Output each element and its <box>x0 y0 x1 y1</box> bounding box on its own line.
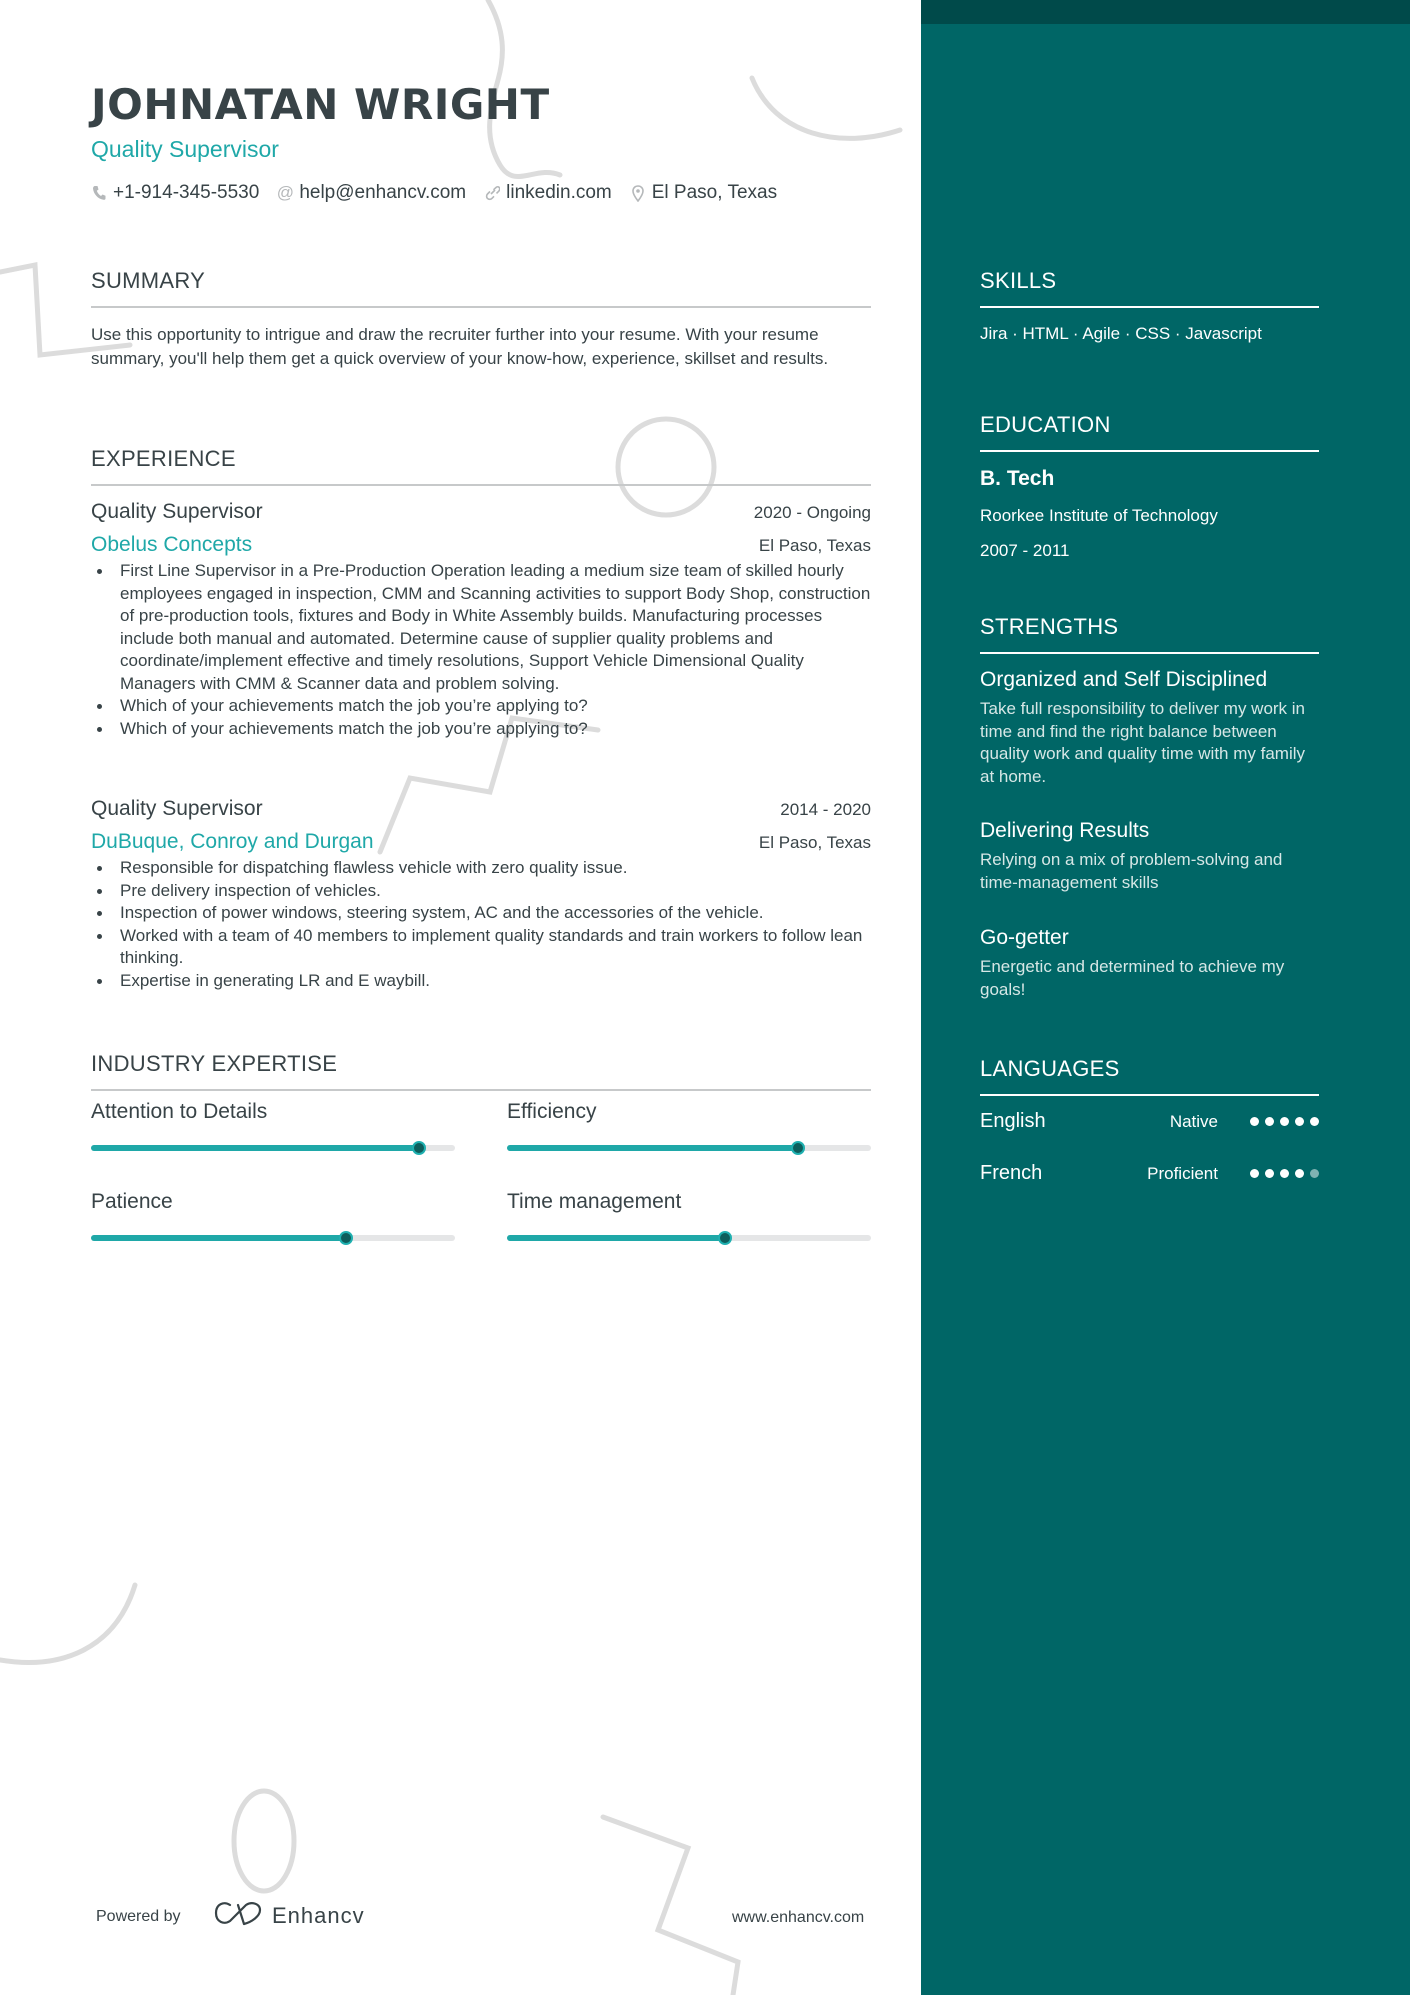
contact-linkedin-text: linkedin.com <box>506 182 612 203</box>
location-pin-icon <box>630 185 646 202</box>
rating-dot-filled <box>1295 1169 1304 1178</box>
summary-heading: SUMMARY <box>91 268 206 293</box>
job-role: Quality Supervisor <box>91 500 263 523</box>
footer-url-link[interactable]: www.enhancv.com <box>732 1909 865 1926</box>
slider-fill <box>91 1145 419 1151</box>
strength-title: Go-getter <box>980 926 1069 949</box>
expertise-level-bar <box>91 1231 455 1245</box>
slider-knob <box>791 1141 805 1155</box>
powered-by-label: Powered by <box>96 1908 181 1925</box>
contact-email-text: help@enhancv.com <box>299 182 467 203</box>
contact-linkedin[interactable] <box>484 182 612 204</box>
job-bullets <box>91 857 871 992</box>
job-bullet: Worked with a team of 40 members to implement quality standards and train workers to follow lean thinking. <box>91 925 871 970</box>
job-bullet: Which of your achievements match the job you’re applying to? <box>91 718 871 741</box>
enhancv-brand-text: Enhancv <box>272 1902 365 1928</box>
expertise-item <box>91 1100 455 1190</box>
strength-item <box>980 926 1320 1001</box>
skills-divider <box>980 306 1319 308</box>
rating-dot-empty <box>1310 1169 1319 1178</box>
experience-heading: EXPERIENCE <box>91 446 236 471</box>
job-entry <box>91 500 871 740</box>
slider-fill <box>91 1235 346 1241</box>
expertise-divider <box>91 1089 871 1091</box>
job-bullet: First Line Supervisor in a Pre-Production Operation leading a medium size team of skilled hourly employees engaged in inspection, CMM and Scanning activities to support Body Shop, construction of pre-production tools, fixtures and Body in White Assembly builds. Manufacturing processes include both manual and automated. Determine cause of supplier quality problems and coordinate/implement effective and timely resolutions, Support Vehicle Dimensional Quality Managers with CMM & Scanner data and problem solving. <box>91 560 871 695</box>
contact-phone-text: +1-914-345-5530 <box>113 182 260 203</box>
job-role: Quality Supervisor <box>91 797 263 820</box>
language-name: English <box>980 1110 1046 1132</box>
job-bullet: Which of your achievements match the job you’re applying to? <box>91 695 871 718</box>
expertise-level-bar <box>507 1231 871 1245</box>
expertise-heading: INDUSTRY EXPERTISE <box>91 1051 338 1076</box>
sidebar-top-band <box>921 0 1410 24</box>
languages-divider <box>980 1094 1319 1096</box>
expertise-item <box>507 1100 871 1190</box>
education-dates: 2007 - 2011 <box>980 541 1070 560</box>
job-bullet: Inspection of power windows, steering system, AC and the accessories of the vehicle. <box>91 902 871 925</box>
expertise-level-bar <box>507 1141 871 1155</box>
education-heading: EDUCATION <box>980 412 1111 437</box>
rating-dot-filled <box>1310 1117 1319 1126</box>
education-degree: B. Tech <box>980 467 1055 490</box>
job-company: Obelus Concepts <box>91 533 253 556</box>
rating-dot-filled <box>1265 1169 1274 1178</box>
job-bullet: Pre delivery inspection of vehicles. <box>91 880 871 903</box>
strength-description: Relying on a mix of problem-solving and time-management skills <box>980 850 1283 892</box>
language-rating-dots <box>1250 1117 1319 1126</box>
phone-icon <box>91 185 107 201</box>
job-bullet: Expertise in generating LR and E waybill. <box>91 970 871 993</box>
language-level: Native <box>1169 1111 1218 1131</box>
expertise-item <box>91 1190 455 1280</box>
rating-dot-filled <box>1250 1117 1259 1126</box>
language-level: Proficient <box>1147 1163 1218 1183</box>
strength-description: Take full responsibility to deliver my work in time and find the right balance between quality work and quality time with my family at home. <box>980 699 1306 786</box>
rating-dot-filled <box>1295 1117 1304 1126</box>
job-location: El Paso, Texas <box>758 833 871 852</box>
slider-knob <box>412 1141 426 1155</box>
summary-text: Use this opportunity to intrigue and draw the recruiter further into your resume. With your resume summary, you'll help them get a quick overview of your know-how, experience, skillset and results. <box>91 325 829 368</box>
rating-dot-filled <box>1280 1169 1289 1178</box>
enhancv-logo[interactable] <box>214 1900 365 1931</box>
rating-dot-filled <box>1265 1117 1274 1126</box>
job-entry <box>91 797 871 992</box>
job-dates: 2014 - 2020 <box>780 800 871 819</box>
job-bullet: Responsible for dispatching flawless vehicle with zero quality issue. <box>91 857 871 880</box>
summary-divider <box>91 306 871 308</box>
expertise-label: Efficiency <box>507 1100 597 1123</box>
expertise-item <box>507 1190 871 1280</box>
language-item <box>980 1110 1319 1133</box>
expertise-level-bar <box>91 1141 455 1155</box>
slider-fill <box>507 1145 798 1151</box>
contact-phone[interactable] <box>91 182 259 204</box>
strength-title: Delivering Results <box>980 819 1150 842</box>
experience-divider <box>91 484 871 486</box>
expertise-label: Attention to Details <box>91 1100 268 1123</box>
slider-fill <box>507 1235 725 1241</box>
candidate-title: Quality Supervisor <box>91 136 279 162</box>
sidebar <box>921 0 1410 1995</box>
link-icon <box>484 185 500 201</box>
education-divider <box>980 450 1319 452</box>
rating-dot-filled <box>1280 1117 1289 1126</box>
language-rating-dots <box>1250 1169 1319 1178</box>
job-dates: 2020 - Ongoing <box>753 503 871 522</box>
contact-email[interactable] <box>277 182 466 204</box>
slider-knob <box>339 1231 353 1245</box>
job-bullets <box>91 560 871 740</box>
slider-knob <box>718 1231 732 1245</box>
expertise-grid <box>91 1100 871 1280</box>
contact-list <box>91 182 777 204</box>
strength-item <box>980 668 1320 788</box>
contact-location-text: El Paso, Texas <box>651 182 778 203</box>
strengths-divider <box>980 652 1319 654</box>
strength-title: Organized and Self Disciplined <box>980 668 1268 691</box>
strength-description: Energetic and determined to achieve my goals! <box>980 957 1285 999</box>
job-location: El Paso, Texas <box>758 536 871 555</box>
enhancv-logo-icon <box>214 1900 262 1931</box>
strength-item <box>980 819 1320 894</box>
expertise-label: Patience <box>91 1190 173 1213</box>
skills-list: Jira · HTML · Agile · CSS · Javascript <box>980 324 1262 343</box>
language-item <box>980 1162 1319 1185</box>
languages-heading: LANGUAGES <box>980 1056 1120 1081</box>
contact-location <box>630 182 777 204</box>
language-name: French <box>980 1162 1043 1184</box>
job-company: DuBuque, Conroy and Durgan <box>91 830 374 853</box>
skills-heading: SKILLS <box>980 268 1057 293</box>
education-school: Roorkee Institute of Technology <box>980 506 1218 525</box>
strengths-heading: STRENGTHS <box>980 614 1119 639</box>
at-icon: @ <box>276 183 294 202</box>
expertise-label: Time management <box>507 1190 682 1213</box>
candidate-name: JOHNATAN WRIGHT <box>91 80 550 129</box>
rating-dot-filled <box>1250 1169 1259 1178</box>
